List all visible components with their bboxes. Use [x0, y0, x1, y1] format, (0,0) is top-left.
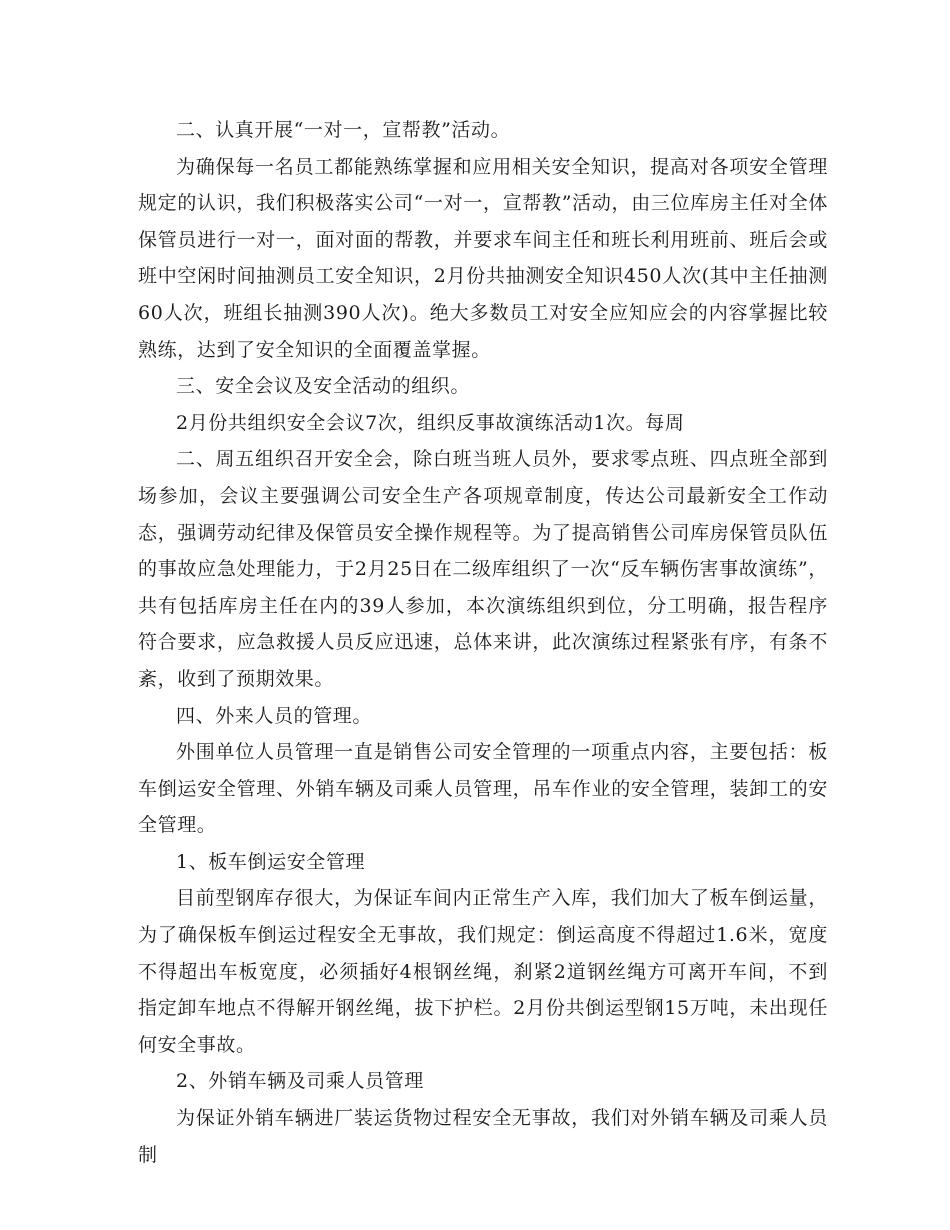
- subheading-external-vehicles: 2、外销车辆及司乘人员管理: [176, 1070, 424, 1093]
- paragraph-meeting-details: 二、周五组织召开安全会，除白班当班人员外，要求零点班、四点班全部到场参加，会议主要强调公司安全生产各项规章制度，传达公司最新安全工作动态，强调劳动纪律及保管员安全操作规程等。为了提高销售公司库房保管员队伍的事故应急处理能力，于2月25日在二级库组织了一次“反车辆伤害事故演练”，共有包括库房主任在内的39人参加，本次演练组织到位，分工明确，报告程序符合要求，应急救援人员反应迅速，总体来讲，此次演练过程紧张有序，有条不紊，收到了预期效果。: [138, 448, 828, 690]
- paragraph-cart-transport: 目前型钢库存很大，为保证车间内正常生产入库，我们加大了板车倒运量，为了确保板车倒运过程安全无事故，我们规定：倒运高度不得超过1.6米，宽度不得超出车板宽度，必须插好4根钢丝绳，刹紧2道钢丝绳方可离开车间，不到指定卸车地点不得解开钢丝绳，拔下护栏。2月份共倒运型钢15万吨，未出现任何安全事故。: [138, 887, 828, 1056]
- paragraph-outside-personnel: 外围单位人员管理一直是销售公司安全管理的一项重点内容，主要包括：板车倒运安全管理、外销车辆及司乘人员管理，吊车作业的安全管理，装卸工的安全管理。: [138, 741, 828, 837]
- subheading-cart-transport: 1、板车倒运安全管理: [176, 850, 366, 873]
- paragraph-one-on-one-activity: 为确保每一名员工都能熟练掌握和应用相关安全知识，提高对各项安全管理规定的认识，我们积极落实公司“一对一，宣帮教”活动，由三位库房主任对全体保管员进行一对一，面对面的帮教，并要求车间主任和班长利用班前、班后会或班中空闲时间抽测员工安全知识，2月份共抽测安全知识450人次(其中主任抽测60人次，班组长抽测390人次)。绝大多数员工对安全应知应会的内容掌握比较熟练，达到了安全知识的全面覆盖掌握。: [138, 155, 828, 361]
- section-heading-outside-personnel: 四、外来人员的管理。: [176, 704, 373, 727]
- paragraph-meeting-count: 2月份共组织安全会议7次，组织反事故演练活动1次。每周: [176, 411, 685, 434]
- paragraph-external-vehicles: 为保证外销车辆进厂装运货物过程安全无事故，我们对外销车辆及司乘人员制: [138, 1107, 828, 1166]
- section-heading-one-on-one: 二、认真开展“一对一，宣帮教”活动。: [176, 119, 511, 141]
- document-body: [138, 112, 828, 1173]
- section-heading-safety-meetings: 三、安全会议及安全活动的组织。: [176, 375, 471, 398]
